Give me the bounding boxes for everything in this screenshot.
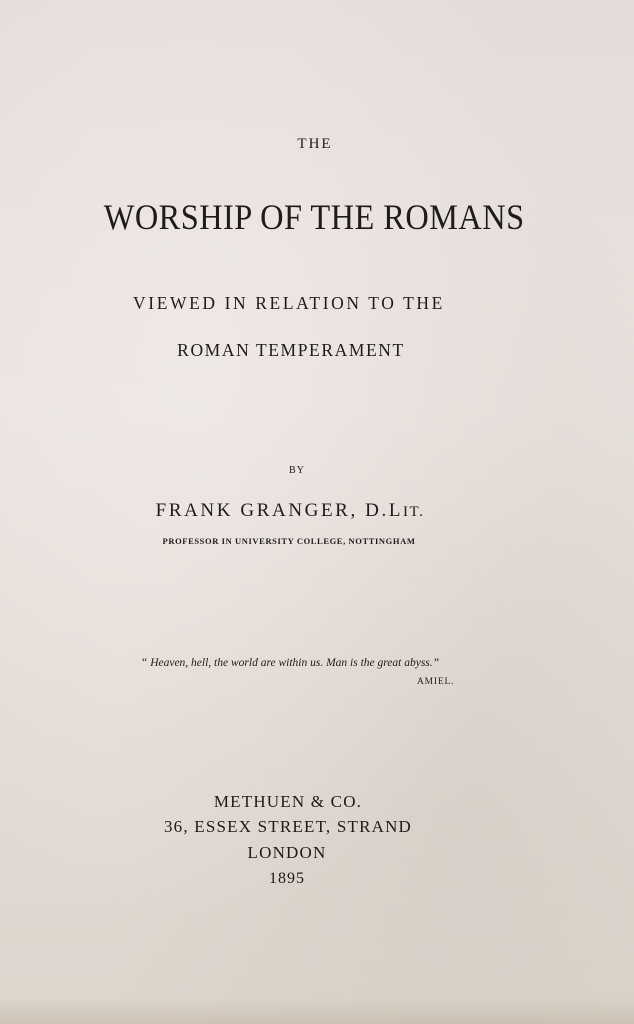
publication-year: 1895 (269, 870, 305, 887)
author-name: FRANK GRANGER, (155, 500, 358, 521)
paper-edge-shadow (0, 998, 634, 1024)
author-line (0, 500, 607, 522)
by-line: BY (289, 465, 305, 476)
subtitle-line-2: ROMAN TEMPERAMENT (177, 340, 405, 360)
subtitle-line-1: VIEWED IN RELATION TO THE (133, 293, 445, 313)
author-degree-initial: D.L (365, 500, 404, 521)
title-article: THE (297, 136, 333, 152)
author-affiliation: PROFESSOR IN UNIVERSITY COLLEGE, NOTTINGHAM (162, 536, 416, 546)
epigraph-quote: “ Heaven, hell, the world are within us. Man is the great abyss.” (140, 657, 440, 669)
author-degree-rest: IT. (403, 504, 425, 520)
book-title: WORSHIP OF THE ROMANS (103, 197, 525, 237)
publisher-address: 36, ESSEX STREET, STRAND (163, 817, 413, 836)
publisher-city: LONDON (247, 843, 327, 862)
epigraph-attribution: AMIEL. (417, 677, 455, 687)
publisher-name: METHUEN & CO. (213, 792, 363, 811)
